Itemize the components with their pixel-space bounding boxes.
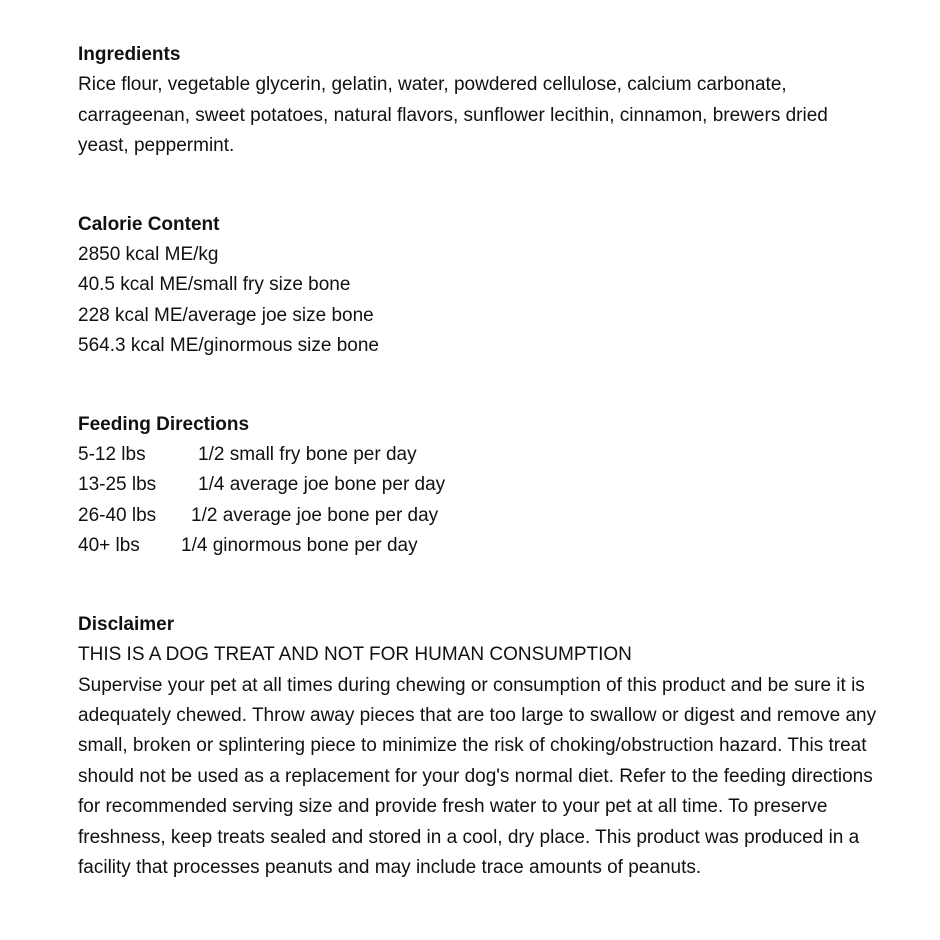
feeding-weight: 5-12 lbs [78, 444, 146, 466]
calorie-line: 2850 kcal ME/kg [78, 244, 219, 266]
calorie-heading: Calorie Content [78, 213, 220, 235]
feeding-row [78, 470, 878, 500]
ingredients-section [78, 40, 878, 162]
feeding-section [78, 410, 878, 562]
calorie-line: 564.3 kcal ME/ginormous size bone [78, 335, 379, 357]
ingredients-text: Rice flour, vegetable glycerin, gelatin, water, powdered cellulose, calcium carbonate, carrageenan, sweet potatoes, natural flavors, sunflower lecithin, cinnamon, brewers dried yeast, peppermint. [78, 74, 828, 157]
feeding-weight: 40+ lbs [78, 535, 140, 557]
feeding-amount: 1/4 average joe bone per day [198, 474, 446, 496]
feeding-heading: Feeding Directions [78, 413, 250, 435]
disclaimer-warning: THIS IS A DOG TREAT AND NOT FOR HUMAN CONSUMPTION [78, 644, 632, 666]
feeding-amount: 1/2 average joe bone per day [191, 504, 439, 526]
feeding-weight: 26-40 lbs [78, 504, 157, 526]
feeding-amount: 1/2 small fry bone per day [198, 444, 417, 466]
feeding-amount: 1/4 ginormous bone per day [181, 535, 418, 557]
product-info [78, 40, 878, 883]
disclaimer-heading: Disclaimer [78, 613, 175, 635]
disclaimer-section [78, 610, 878, 884]
ingredients-heading: Ingredients [78, 44, 181, 65]
calorie-section [78, 210, 878, 362]
feeding-row [78, 501, 878, 531]
calorie-line: 40.5 kcal ME/small fry size bone [78, 274, 351, 296]
feeding-row [78, 440, 878, 470]
disclaimer-text: Supervise your pet at all times during chewing or consumption of this product and be sure it is adequately chewed. Throw away pieces that are too large to swallow or digest and remove any small, broken or splintering piece to minimize the risk of choking/obstruction hazard. This treat should not be used as a replacement for your dog's normal diet. Refer to the feeding directions for recommended serving size and provide fresh water to your pet at all time. To preserve freshness, keep treats sealed and stored in a cool, dry place. This product was produced in a facility that processes peanuts and may include trace amounts of peanuts. [78, 674, 877, 878]
feeding-row [78, 531, 878, 561]
feeding-weight: 13-25 lbs [78, 474, 157, 496]
calorie-line: 228 kcal ME/average joe size bone [78, 304, 374, 326]
